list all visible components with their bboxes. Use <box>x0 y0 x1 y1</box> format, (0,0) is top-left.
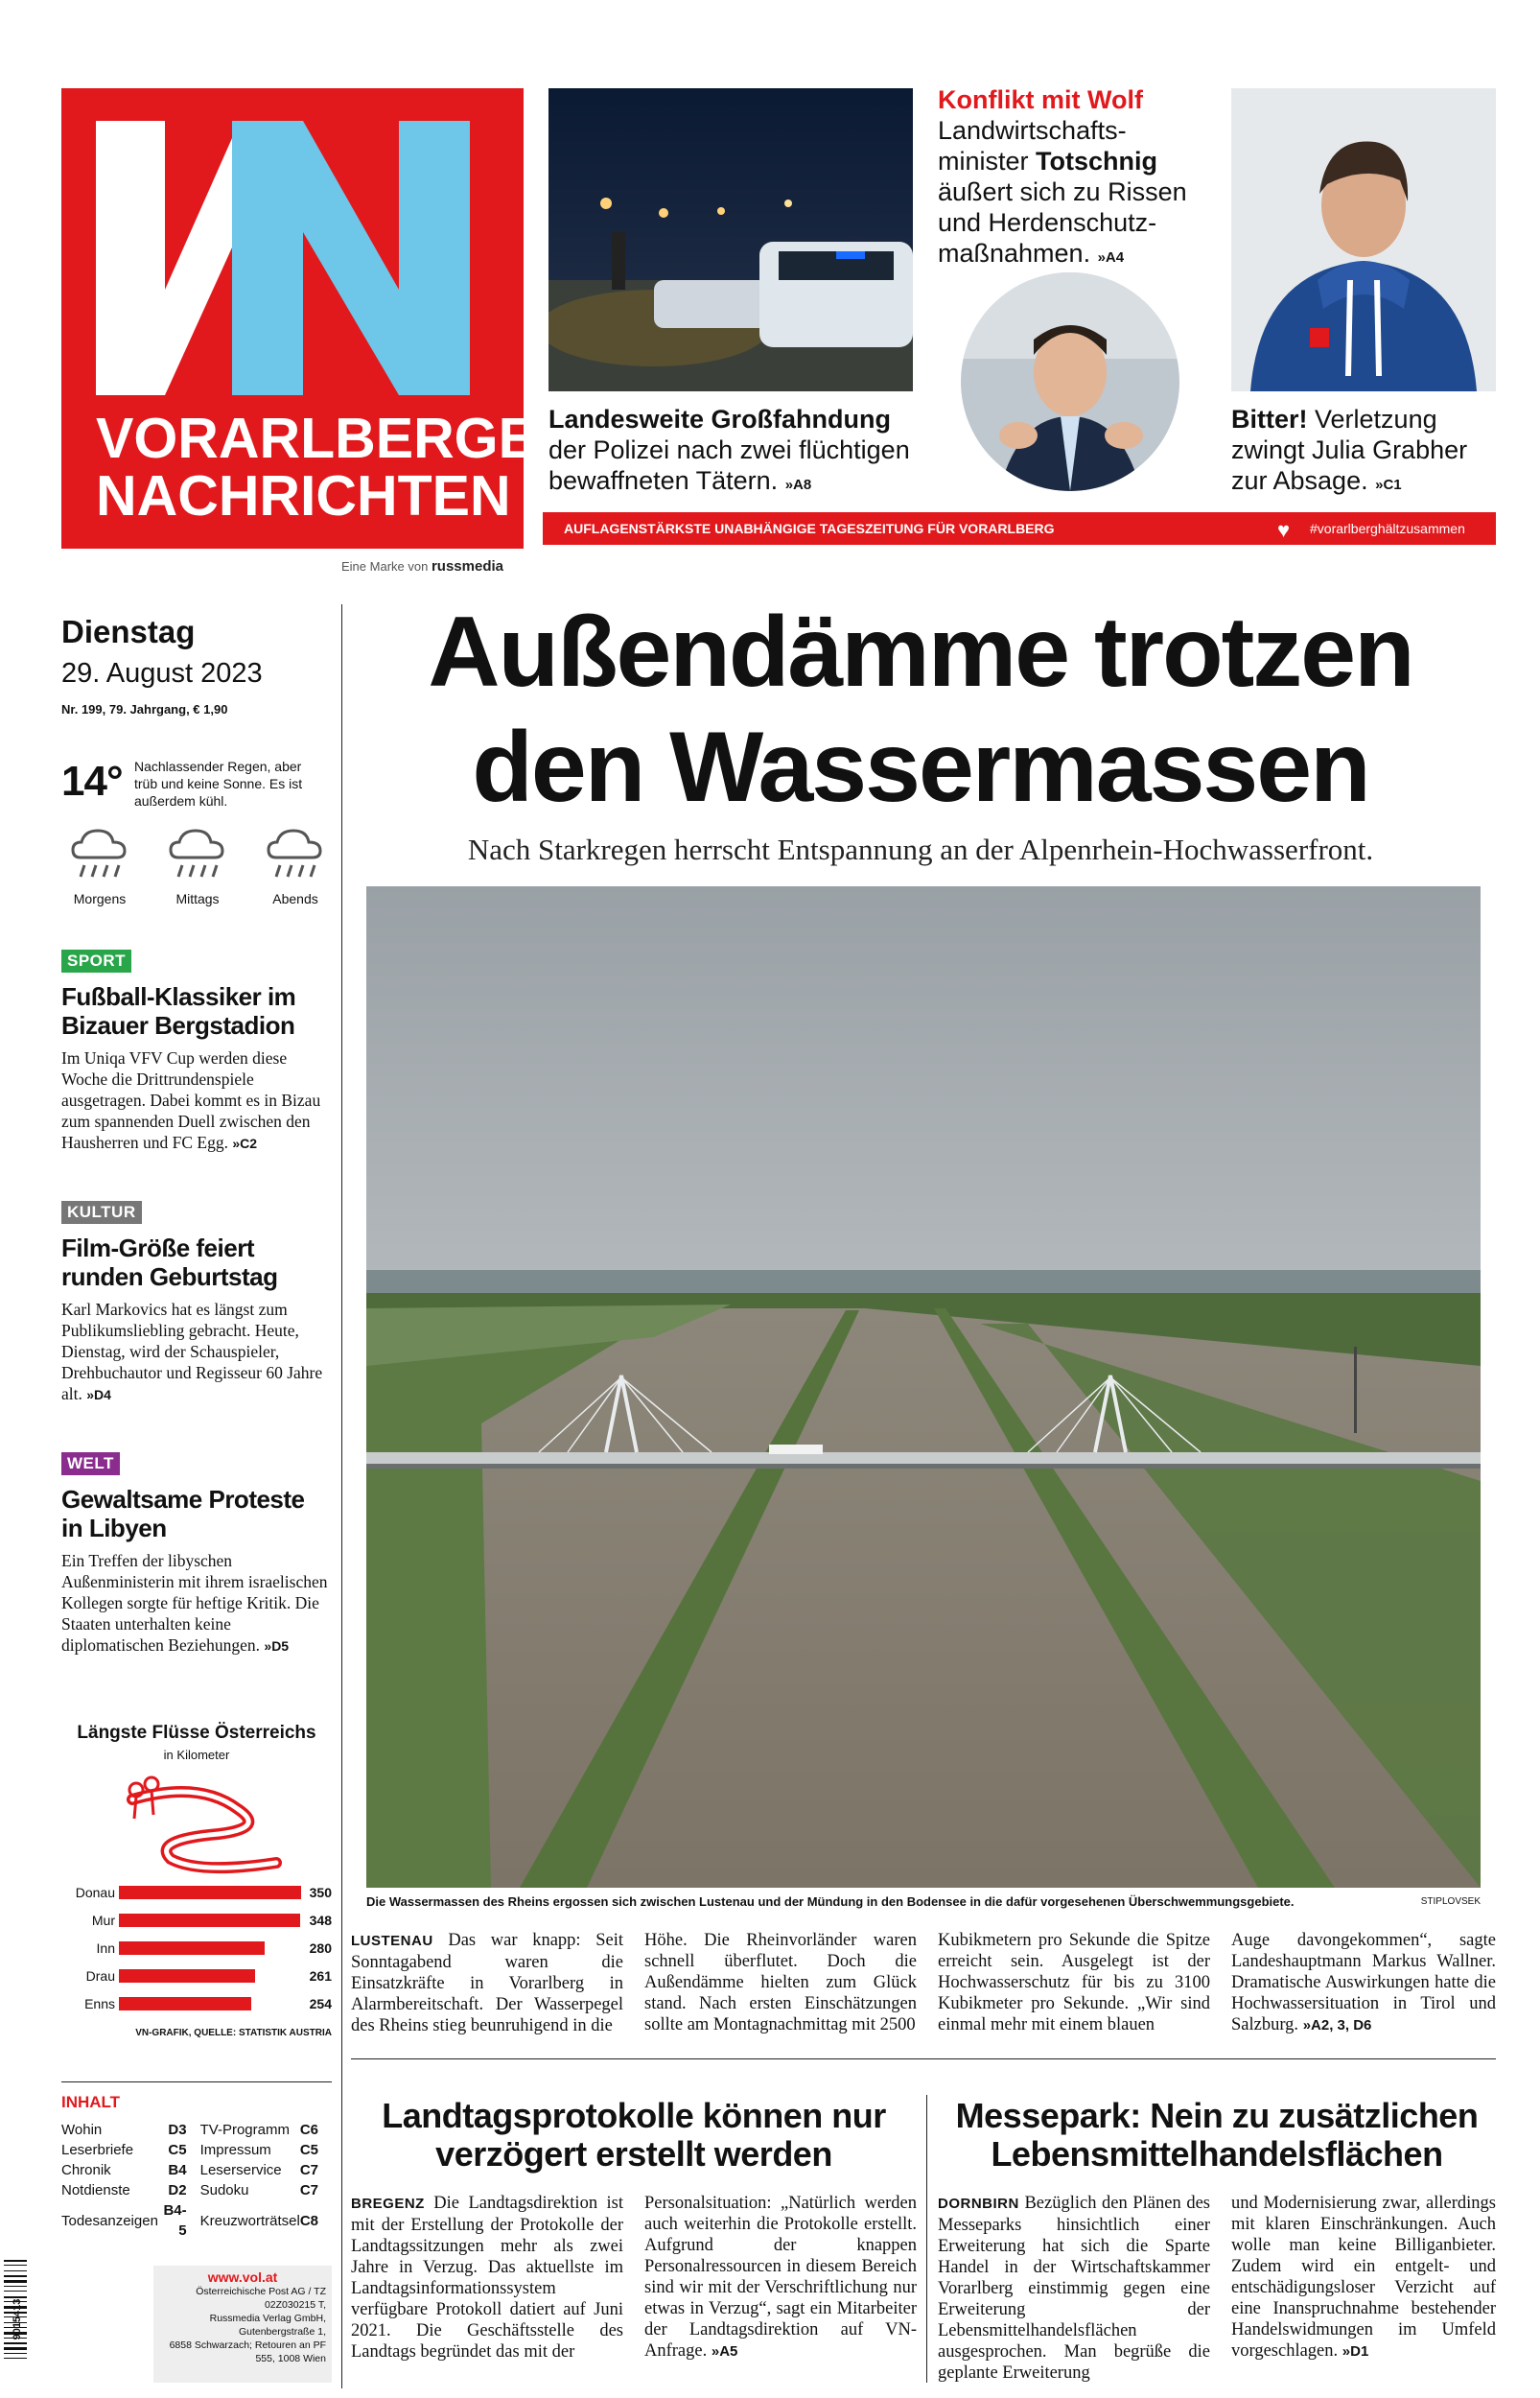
main-subhead: Nach Starkregen herrscht Entspannung an der Alpenrhein-Hochwasserfront. <box>467 833 1374 866</box>
period-label: Abends <box>272 891 318 906</box>
tagline-text: AUFLAGENSTÄRKSTE UNABHÄNGIGE TAGESZEITUNG FÜR VORARLBERG <box>564 521 1055 536</box>
welt-text-block <box>61 1550 332 1657</box>
sport-headline: Fußball-Klassiker im Bizauer Bergstadion <box>61 982 296 1040</box>
story2-ref[interactable]: »A5 <box>711 2343 738 2360</box>
main-col-4 <box>1231 1930 1496 2036</box>
brand-line <box>341 558 503 575</box>
bar-label: Enns <box>84 1996 115 2011</box>
story3-col-1 <box>938 2193 1210 2384</box>
sport-kicker: SPORT <box>61 950 131 973</box>
contents-row <box>61 2200 332 2241</box>
date: 29. August 2023 <box>61 658 263 689</box>
contents-section[interactable]: Wohin <box>61 2122 103 2138</box>
main-headline-line1: Außendämme trotzen <box>428 597 1413 708</box>
contents-row <box>61 2120 332 2140</box>
photo-credit: STIPLOVSEK <box>1420 1896 1481 1907</box>
bar-value: 280 <box>309 1940 332 1956</box>
bar-chart <box>61 1882 332 2011</box>
sport-text-block <box>61 1047 332 1154</box>
site-url[interactable]: www.vol.at <box>207 2269 278 2285</box>
police-photo[interactable] <box>548 88 913 391</box>
grabher-photo[interactable] <box>1231 88 1496 391</box>
tagline-bar <box>543 512 1496 545</box>
grabher-teaser[interactable] <box>1231 404 1496 501</box>
wolf-ref: »A4 <box>1097 249 1125 266</box>
rhine-flood-photo[interactable] <box>366 886 1481 1888</box>
bar-row <box>61 1938 332 1959</box>
wolf-bold: Totschnig <box>1036 147 1158 176</box>
bar <box>119 1886 301 1899</box>
heart-icon: ♥ <box>1277 518 1291 542</box>
weather-morning <box>61 825 138 906</box>
vn-logo[interactable] <box>61 88 577 549</box>
contents-section[interactable]: Todesanzeigen <box>61 2212 158 2229</box>
column-divider <box>341 604 342 2388</box>
contents-section[interactable]: TV-Programm <box>199 2122 290 2138</box>
contents-page[interactable]: B4-5 <box>163 2202 187 2239</box>
story3-place: DORNBIRN <box>938 2196 1019 2212</box>
bar-row <box>61 1993 332 2014</box>
bar-label: Donau <box>75 1885 115 1900</box>
weather-text: Nachlassender Regen, aber trüb und keine Sonne. Es ist außerdem kühl. <box>134 759 303 809</box>
kultur-headline: Film-Größe feiert runden Geburtstag <box>61 1234 278 1291</box>
brand-prefix: Eine Marke von <box>341 559 429 574</box>
bar-label: Mur <box>91 1913 115 1928</box>
welt-teaser[interactable] <box>61 1452 332 1657</box>
main-col-3: Kubikmetern pro Sekunde die Spitze erreicht sein. Ausgelegt ist der Hochwasserschutz für bis zu 3100 Kubikmeter pro Sekunde. „Wir sind einmal mehr mit einem blauen <box>938 1931 1210 2034</box>
wolf-teaser[interactable] <box>938 84 1216 273</box>
story3-col-2 <box>1231 2193 1496 2363</box>
photo-caption: Die Wassermassen des Rheins ergossen sich zwischen Lustenau und der Mündung in den Bodensee in die dafür vorgesehenen Überschwemmungsgebiete. <box>366 1894 1295 1909</box>
story2-col-2 <box>644 2193 917 2363</box>
contents-page[interactable]: C5 <box>299 2142 318 2158</box>
main-col-1 <box>351 1930 623 2036</box>
bar-value: 348 <box>309 1913 332 1928</box>
contents-page[interactable]: D2 <box>168 2182 187 2198</box>
main-headline-line2: den Wassermassen <box>472 712 1369 823</box>
weekday: Dienstag <box>61 614 196 649</box>
contents-section[interactable]: Kreuzworträtsel <box>199 2212 300 2229</box>
police-teaser-bold: Landesweite Großfahndung <box>548 405 892 434</box>
logo-title-line2: NACHRICHTEN <box>96 464 511 528</box>
contents-table <box>61 2120 332 2241</box>
contents-page[interactable]: C7 <box>299 2162 318 2178</box>
welt-ref: »D5 <box>264 1638 290 1654</box>
contents-title: INHALT <box>61 2093 121 2111</box>
main-place: LUSTENAU <box>351 1933 433 1949</box>
kultur-ref: »D4 <box>86 1387 111 1402</box>
story3-headline[interactable]: Messepark: Nein zu zusätzlichen Lebensmittelhandelsflächen <box>955 2096 1479 2174</box>
contents-page[interactable]: B4 <box>168 2162 187 2178</box>
sport-ref: »C2 <box>232 1136 258 1151</box>
main-headline[interactable] <box>345 595 1496 825</box>
wolf-kicker: Konflikt mit Wolf <box>938 85 1143 114</box>
river-illustration <box>113 1771 286 1876</box>
weather-evening <box>257 825 334 906</box>
sport-text: Im Uniqa VFV Cup werden diese Woche die Drittrundenspiele ausgetragen. Dabei kommt es in Bizau zum spannenden Duell zwischen den Hausherren und FC Egg. <box>61 1048 321 1152</box>
contents-section[interactable]: Leserbriefe <box>61 2142 134 2158</box>
story3-col-2-text: und Modernisierung zwar, allerdings mit klaren Einschränkungen. Auch wolle man keine Billiganbieter. Zudem wird ein entgelt- und entschädigungsloser Verzicht auf eine Inanspruchnahme bestehender Handelswidmungen im Umfeld vorgeschlagen. <box>1231 2194 1496 2361</box>
contents-section[interactable]: Notdienste <box>61 2182 130 2198</box>
grabher-bold: Bitter! <box>1231 405 1308 434</box>
welt-kicker: WELT <box>61 1452 120 1475</box>
divider <box>61 2081 332 2082</box>
imprint-text <box>153 2285 332 2365</box>
bar-label: Drau <box>85 1968 115 1984</box>
contents-section[interactable]: Impressum <box>199 2142 271 2158</box>
bar-row <box>61 1965 332 1987</box>
contents-page[interactable]: C8 <box>299 2212 318 2229</box>
weather-temp: 14° <box>61 758 123 805</box>
bar-row <box>61 1910 332 1931</box>
story3-col-1-text: Bezüglich den Plänen des Messeparks hinsichtlich einer Erweiterung hat sich die Sparte Handel in der Wirtschaftskammer Vorarlberg einstimmig gegen eine Erweiterung der Lebensmittelhandelsflächen ausgesprochen. Man begrüße die geplante Erweiterung <box>938 2194 1210 2383</box>
contents-row <box>61 2140 332 2160</box>
barcode-number: 9015413 <box>12 2298 23 2340</box>
chart-source: VN-GRAFIK, QUELLE: STATISTIK AUSTRIA <box>135 2028 332 2038</box>
issue-info: Nr. 199, 79. Jahrgang, € 1,90 <box>61 702 228 717</box>
main-ref[interactable]: »A2, 3, D6 <box>1302 2017 1372 2034</box>
contents-section[interactable]: Sudoku <box>199 2182 249 2198</box>
sport-teaser[interactable] <box>61 950 332 1154</box>
brand-name: russmedia <box>431 558 503 575</box>
rain-cloud-icon <box>165 825 230 884</box>
bar <box>119 1997 251 2010</box>
story2-col-2-text: Personalsituation: „Natürlich werden auch weiterhin die Protokolle erstellt. Aufgrund der knappen Personalressourcen in diesem Bereich sind wir mit der Verschriftlichung nur etwas in Verzug“, sagt ein Mitarbeiter der Landtagsdirektion auf VN-Anfrage. <box>644 2194 917 2361</box>
main-col-1-text: Das war knapp: Seit Sonntagabend waren die Einsatzkräfte in Vorarlberg in Alarmbereitschaft. Der Wasserpegel des Rheins stieg beunruhigend in die <box>351 1931 623 2035</box>
grabher-text: Verletzung zwingt Julia Grabher zur Absage. <box>1231 405 1468 495</box>
bar <box>119 1941 265 1955</box>
chart-title: Längste Flüsse Österreichs <box>77 1723 316 1743</box>
imprint-line2: Russmedia Verlag GmbH, Gutenbergstraße 1, <box>209 2313 326 2338</box>
grabher-ref: »C1 <box>1375 477 1402 493</box>
bar-value: 254 <box>309 1996 332 2011</box>
contents-section[interactable]: Chronik <box>61 2162 111 2178</box>
wolf-text2: äußert sich zu Rissen und Herdenschutz-maßnahmen. <box>938 177 1187 268</box>
kultur-kicker: KULTUR <box>61 1201 142 1224</box>
rain-cloud-icon <box>263 825 328 884</box>
story2-col-1 <box>351 2193 623 2363</box>
contents-page[interactable]: C6 <box>299 2122 318 2138</box>
police-teaser-ref: »A8 <box>784 477 812 493</box>
story2-place: BREGENZ <box>351 2196 425 2212</box>
weather-noon <box>159 825 236 906</box>
wolf-text1: Landwirtschafts-minister <box>938 116 1127 176</box>
period-label: Morgens <box>73 891 127 906</box>
bar-value: 350 <box>309 1885 332 1900</box>
divider <box>351 2058 1496 2059</box>
contents-section[interactable]: Leserservice <box>199 2162 282 2178</box>
contents-page[interactable]: C5 <box>168 2142 187 2158</box>
welt-headline: Gewaltsame Proteste in Libyen <box>61 1485 305 1542</box>
police-teaser-text: der Polizei nach zwei flüchtigen bewaffneten Tätern. <box>548 435 910 495</box>
story3-ref[interactable]: »D1 <box>1342 2343 1369 2360</box>
police-teaser[interactable] <box>548 404 913 501</box>
column-divider <box>926 2095 927 2383</box>
logo-title-line1: VORARLBERGER <box>96 407 577 470</box>
chart-subtitle: in Kilometer <box>163 1748 230 1762</box>
kultur-text-block <box>61 1299 332 1405</box>
contents-page[interactable]: D3 <box>168 2122 187 2138</box>
bar-value: 261 <box>309 1968 332 1984</box>
contents-page[interactable]: C7 <box>299 2182 318 2198</box>
imprint-box <box>153 2266 332 2383</box>
imprint-line3: 6858 Schwarzach; Retouren an PF 555, 1008 Wien <box>169 2339 326 2364</box>
rain-cloud-icon <box>67 825 132 884</box>
story2-headline[interactable]: Landtagsprotokolle können nur verzögert erstellt werden <box>382 2096 886 2174</box>
hashtag-link[interactable]: #vorarlberghältzusammen <box>1310 521 1465 536</box>
kultur-text: Karl Markovics hat es längst zum Publikumsliebling gebracht. Heute, Dienstag, wird der Schauspieler, Drehbuchautor und Regisseur 60 Jahre alt. <box>61 1300 323 1403</box>
period-label: Mittags <box>175 891 220 906</box>
main-col-4-text: Auge davongekommen“, sagte Landeshauptmann Markus Wallner. Dramatische Auswirkungen hatte die Hochwassersituation in Tirol und Salzburg. <box>1231 1931 1496 2034</box>
minister-portrait[interactable] <box>961 272 1179 491</box>
contents-row <box>61 2180 332 2200</box>
bar-label: Inn <box>96 1940 115 1956</box>
bar <box>119 1969 255 1983</box>
imprint-line1: Österreichische Post AG / TZ 02Z030215 T, <box>196 2286 326 2311</box>
bar <box>119 1914 300 1927</box>
kultur-teaser[interactable] <box>61 1201 332 1405</box>
welt-text: Ein Treffen der libyschen Außenministerin mit ihrem israelischen Kollegen sorgte für heftige Kritik. Die Staaten unterhalten keine diplomatischen Beziehungen. <box>61 1551 328 1655</box>
weather-forecast <box>61 825 332 911</box>
story2-col-1-text: Die Landtagsdirektion ist mit der Erstellung der Protokolle der Landtagssitzungen mehr als zwei Jahre in Verzug. Das aktuellste im Landtagsinformationssystem verfügbare Protokoll datiert auf Juni 2021. Die Geschäftsstelle des Landtags begründet das mit der <box>351 2194 623 2362</box>
main-col-2: Höhe. Die Rheinvorländer waren schnell überflutet. Doch die Außendämme hielten zum Glück stand. Nach ersten Einschätzungen sollte am Montagnachmittag mit 2500 <box>644 1931 917 2034</box>
contents-row <box>61 2160 332 2180</box>
bar-row <box>61 1882 332 1903</box>
